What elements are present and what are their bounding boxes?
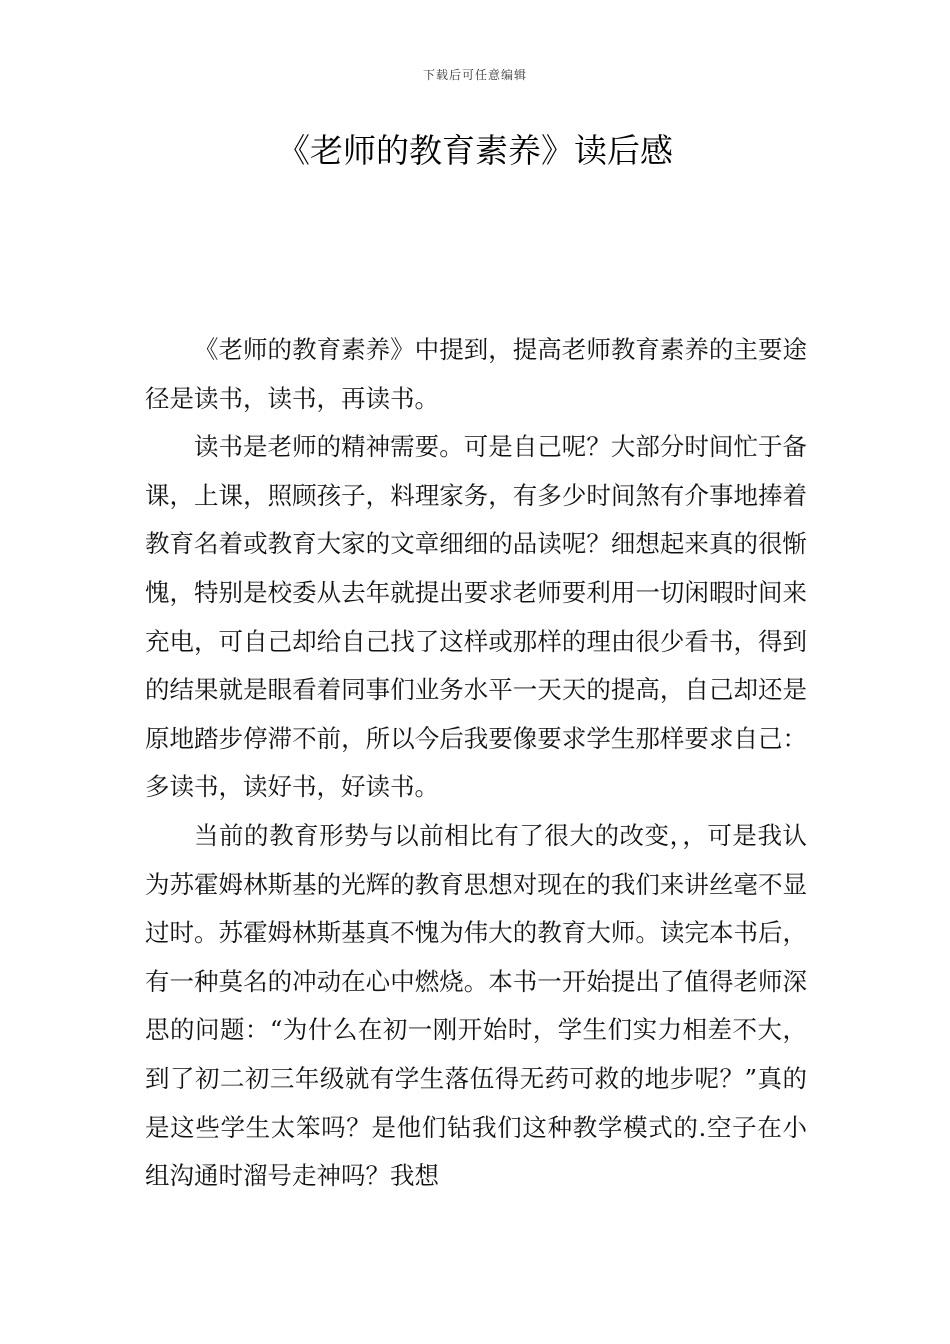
header-note: 下载后可任意编辑 xyxy=(422,68,527,82)
document-title: 《老师的教育素养》读后感 xyxy=(277,131,673,170)
paragraph-2: 读书是老师的精神需要。可是自己呢？大部分时间忙于备课，上课，照顾孩子，料理家务，有多少时间煞有介事地捧着教育名着或教育大家的文章细细的品读呢？细想起来真的很惭愧，特别是校委从去年就提出要求老师要利用一切闲暇时间来充电，可自己却给自己找了这样或那样的理由很少看书，得到的结果就是眼看着同事们业务水平一天天的提高，自己却还是原地踏步停滞不前，所以今后我要像要求学生那样要求自己：多读书，读好书，好读书。 xyxy=(145,432,807,802)
document-body xyxy=(145,326,807,1201)
paragraph-1: 《老师的教育素养》中提到，提高老师教育素养的主要途径是读书，读书，再读书。 xyxy=(145,335,807,413)
paragraph-3: 当前的教育形势与以前相比有了很大的改变，，可是我认为苏霍姆林斯基的光辉的教育思想对现在的我们来讲丝毫不显过时。苏霍姆林斯基真不愧为伟大的教育大师。读完本书后，有一种莫名的冲动在心中燃烧。本书一开始提出了值得老师深思的问题：“为什么在初一刚开始时，学生们实力相差不大，到了初二初三年级就有学生落伍得无药可救的地步呢？”真的是这些学生太笨吗？是他们钻我们这种教学模式的.空子在小组沟通时溜号走神吗？我想 xyxy=(145,820,807,1191)
